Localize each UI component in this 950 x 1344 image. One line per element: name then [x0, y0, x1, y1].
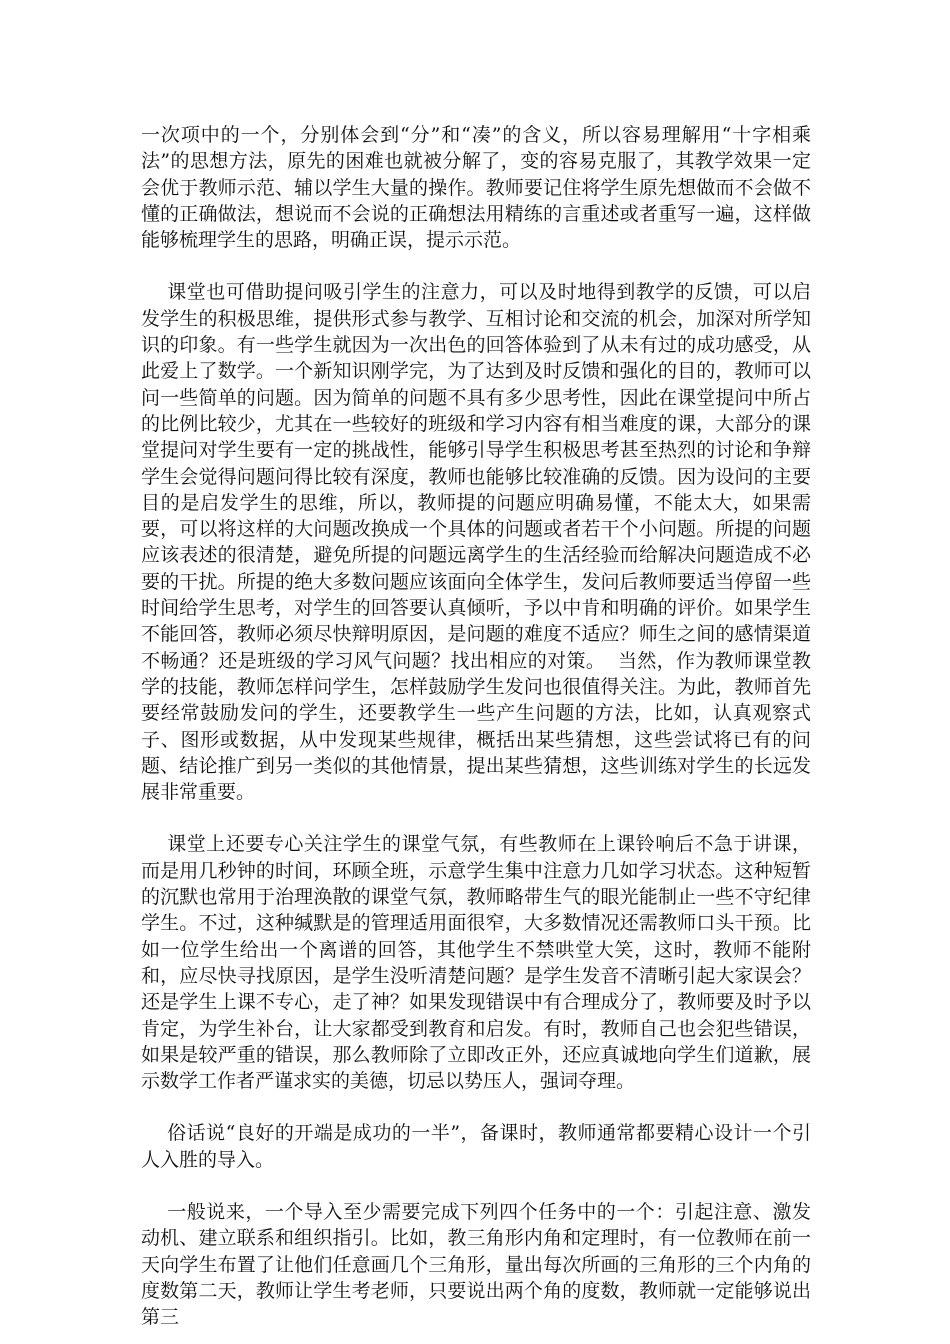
paragraph-factoring-method: 一次项中的一个，分别体会到“分”和“凑”的含义，所以容易理解用“十字相乘法”的思想方法，原先的困难也就被分解了，变的容易克服了，其教学效果一定会优于教师示范、辅以学生大量的操作。教师要记住将学生原先想做而不会做不懂的正确做法，想说而不会说的正确想法用精练的言重述或者重写一遍，这样做能够梳理学生的思路，明确正误，提示示范。 — [141, 124, 811, 252]
paragraph-lesson-introduction: 俗话说“良好的开端是成功的一半”，备课时，教师通常都要精心设计一个引人入胜的导入。 — [141, 1122, 811, 1171]
document-body — [141, 122, 811, 1330]
paragraph-classroom-questioning: 课堂也可借助提问吸引学生的注意力，可以及时地得到教学的反馈，可以启发学生的积极思维，提供形式参与教学、互相讨论和交流的机会，加深对所学知识的印象。有一些学生就因为一次出色的回答体验到了从未有过的成功感受，从此爱上了数学。一个新知识刚学完，为了达到及时反馈和强化的目的，教师可以问一些简单的问题。因为简单的问题不具有多少思考性，因此在课堂提问中所占的比例比较少，尤其在一些较好的班级和学习内容有相当难度的课，大部分的课堂提问对学生要有一定的挑战性，能够引导学生积极思考甚至热烈的讨论和争辩学生会觉得问题问得比较有深度，教师也能够比较准确的反馈。因为设问的主要目的是启发学生的思维，所以，教师提的问题应明确易懂，不能太大，如果需要，可以将这样的大问题改换成一个具体的问题或者若干个小问题。所提的问题应该表述的很清楚，避免所提的问题远离学生的生活经验而给解决问题造成不必要的干扰。所提的绝大多数问题应该面向全体学生，发问后教师要适当停留一些时间给学生思考，对学生的回答要认真倾听，予以中肯和明确的评价。如果学生不能回答，教师必须尽快辩明原因，是问题的难度不适应？师生之间的感情渠道不畅通？还是班级的学习风气问题？找出相应的对策。 当然，作为教师课堂教学的技能，教师怎样问学生，怎样鼓励学生发问也很值得关注。为此，教师首先要经常鼓励发问的学生，还要教学生一些产生问题的方法，比如，认真观察式子、图形或数据，从中发现某些规律，概括出某些猜想，这些尝试将已有的问题、结论推广到另一类似的其他情景，提出某些猜想，这些训练对学生的长远发展非常重要。 — [141, 281, 811, 804]
paragraph-classroom-atmosphere: 课堂上还要专心关注学生的课堂气氛，有些教师在上课铃响后不急于讲课，而是用几秒钟的时间，环顾全班，示意学生集中注意力几如学习状态。这种短暂的沉默也常用于治理涣散的课堂气氛，教师略带生气的眼光能制止一些不守纪律学生。不过，这种缄默是的管理适用面很窄，大多数情况还需教师口头干预。比如一位学生给出一个离谱的回答，其他学生不禁哄堂大笑，这时，教师不能附和，应尽快寻找原因，是学生没听清楚问题？是学生发音不清晰引起大家误会？还是学生上课不专心，走了神？如果发现错误中有合理成分了，教师要及时予以肯定，为学生补台，让大家都受到教育和启发。有时，教师自己也会犯些错误，如果是较严重的错误，那么教师除了立即改正外，还应真诚地向学生们道歉，展示数学工作者严谨求实的美德，切忌以势压人，强词夺理。 — [141, 833, 811, 1093]
paragraph-introduction-tasks: 一般说来，一个导入至少需要完成下列四个任务中的一个：引起注意、激发动机、建立联系和组织指引。比如，教三角形内角和定理时，有一位教师在前一天向学生布置了让他们任意画几个三角形，量出每次所画的三角形的三个内角的度数第二天，教师让学生考老师，只要说出两个角的度数，教师就一定能够说出第三 — [141, 1200, 811, 1329]
